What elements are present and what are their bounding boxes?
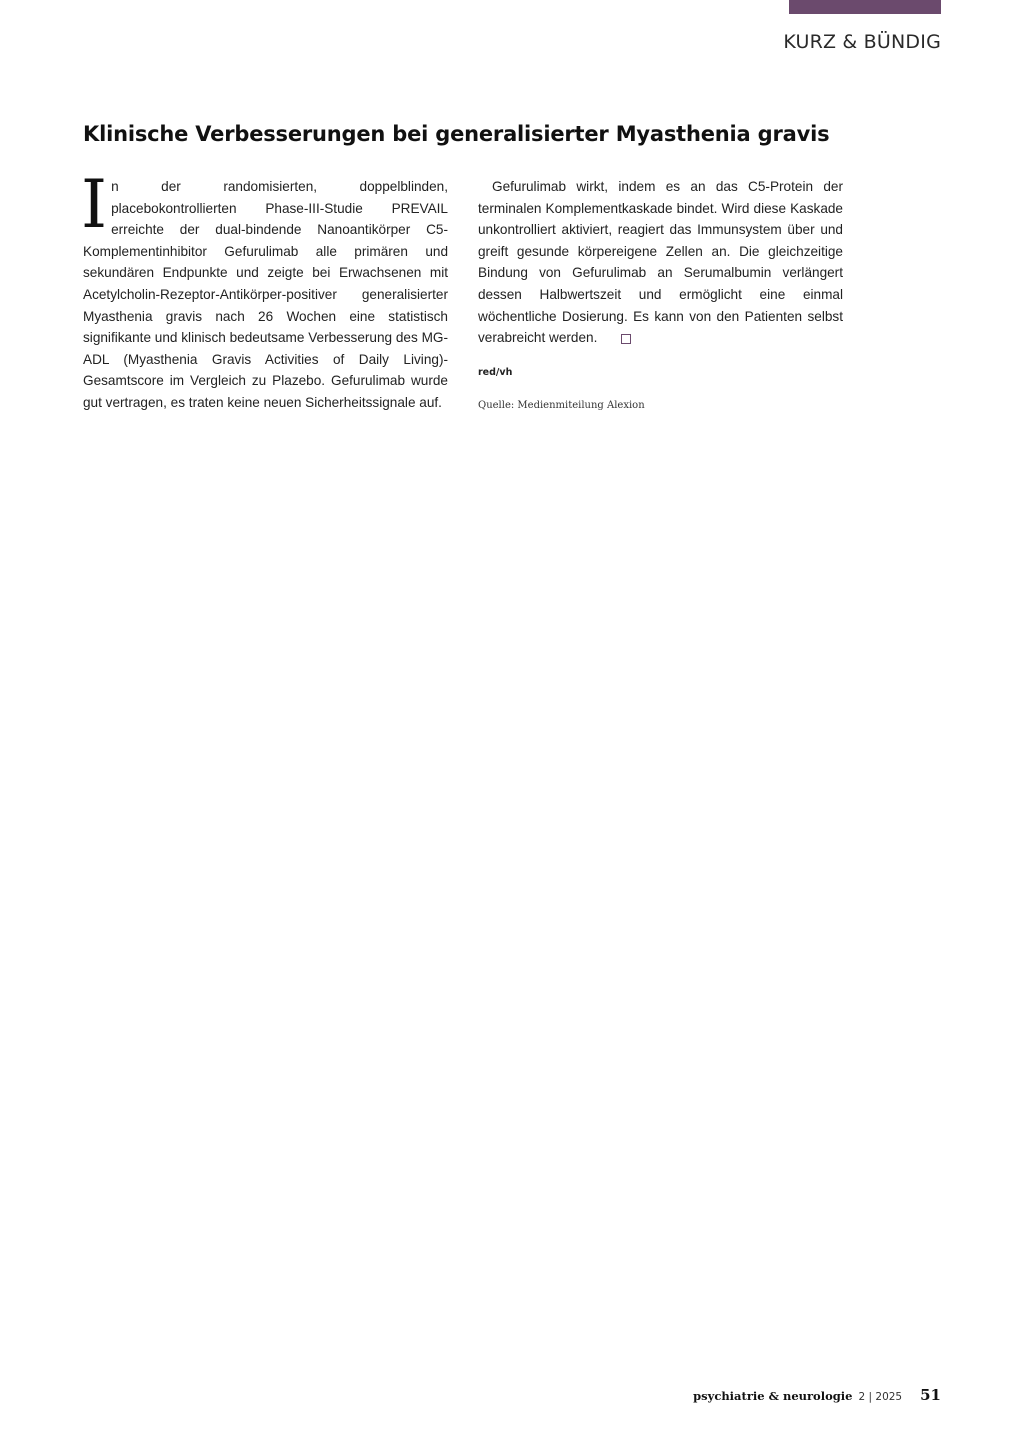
article-right-column <box>478 176 843 417</box>
article-title: Klinische Verbesserungen bei generalisierter Myasthenia gravis <box>83 122 830 146</box>
article-paragraph-2 <box>478 176 843 349</box>
journal-name: psychiatrie & neurologie <box>693 1389 853 1403</box>
article-paragraph-2-text: Gefurulimab wirkt, indem es an das C5-Protein der terminalen Komplementkaskade bindet. Wird diese Kaskade unkontrolliert aktiviert, reagiert das Immunsystem über und greift gesunde körpereigene Zellen an. Die gleichzeitige Bindung von Gefurulimab an Serumalbumin verlängert dessen Halbwertszeit und ermöglicht eine einmal wöchentliche Dosierung. Es kann von den Patienten selbst verabreicht werden. <box>478 179 843 346</box>
article-paragraph-1 <box>81 166 448 414</box>
page-number: 51 <box>920 1386 941 1404</box>
section-label: KURZ & BÜNDIG <box>783 31 941 53</box>
source-note: Quelle: Medienmiteilung Alexion <box>478 400 645 412</box>
article-left-column <box>81 166 448 414</box>
header-accent-bar <box>789 0 941 14</box>
dropcap-letter: I <box>81 166 108 243</box>
end-of-article-icon <box>621 334 631 344</box>
page-footer <box>693 1386 941 1404</box>
article-paragraph-1-text: n der randomisierten, doppelblinden, placebokontrollierten Phase-III-Studie PREVAIL erreichte der dual-bindende Nanoantikörper C5-Komplementinhibitor Gefurulimab alle primären und sekundären Endpunkte und zeigte bei Erwachsenen mit Acetylcholin-Rezeptor-Antikörper-positiver generalisierter Myasthenia gravis nach 26 Wochen eine statistisch signifikante und klinisch bedeutsame Verbesserung des MG-ADL (Myasthenia Gravis Activities of Daily Living)-Gesamtscore im Vergleich zu Plazebo. Gefurulimab wurde gut vertragen, es traten keine neuen Sicherheitssignale auf. <box>83 179 448 410</box>
issue-number: 2 | 2025 <box>858 1391 903 1403</box>
author-initials: red/vh <box>478 366 513 378</box>
